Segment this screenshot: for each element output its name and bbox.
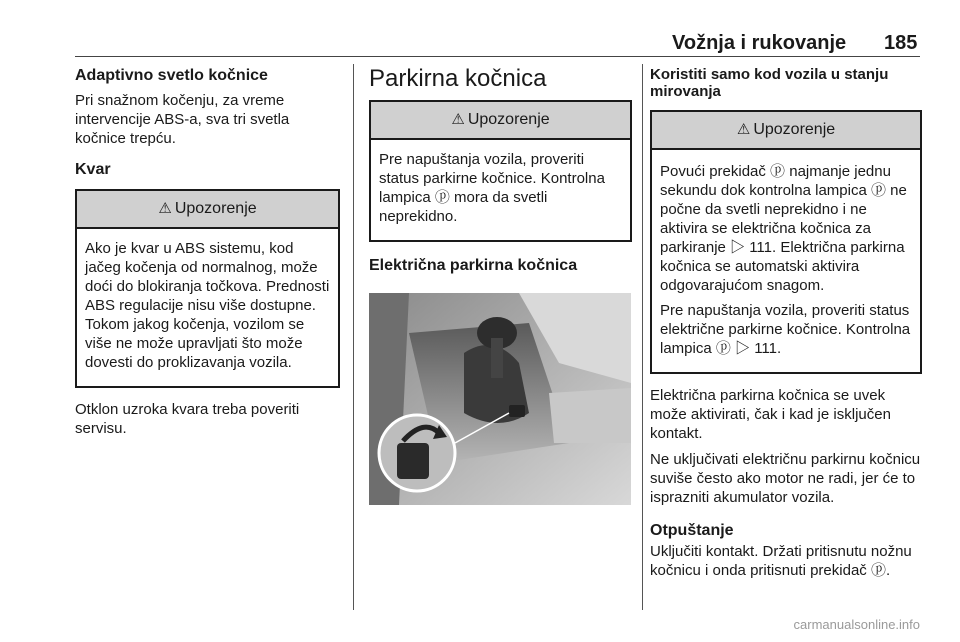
warning-box-electric [650, 110, 922, 374]
warning-header [371, 102, 630, 140]
heading-release: Otpuštanje [650, 522, 734, 539]
page-number: 185 [884, 32, 918, 54]
warning-title: Upozorenje [467, 111, 550, 128]
warning-triangle-icon: ⚠ [736, 121, 751, 138]
warning-header [652, 112, 920, 150]
warning-triangle-icon: ⚠ [158, 200, 172, 217]
warning-text-2: Pre napuštanja vozila, proveriti status električne parkirne kočnice. Kontrolna lampica ⓟ ▷ 111. [660, 302, 911, 357]
warning-box-abs [75, 189, 340, 388]
column-1 [75, 66, 340, 445]
header-rule [75, 56, 920, 57]
warning-text: Pre napuštanja vozila, proveriti status parkirne kočnice. Kontrolna lampica ⓟ mora da svetli neprekidno. [379, 151, 605, 225]
paragraph-no-frequent-use: Ne uključivati električnu parkirnu kočnicu suviše često ako motor ne radi, jer će to isprazniti akumulator vozila. [650, 451, 921, 506]
heading-only-stationary: Koristiti samo kod vozila u stanju mirovanja [650, 66, 889, 100]
running-header-title: Vožnja i rukovanje [672, 32, 847, 54]
paragraph-adaptive: Pri snažnom kočenju, za vreme intervencije ABS-a, sva tri svetla kočnice trepću. [75, 92, 290, 147]
column-divider-1 [353, 64, 354, 610]
heading-adaptive-brake-light: Adaptivno svetlo kočnice [75, 67, 268, 84]
warning-box-parking [369, 100, 632, 242]
heading-parking-brake: Parkirna kočnica [369, 65, 547, 92]
column-2 [369, 66, 632, 510]
warning-header [77, 191, 338, 229]
heading-electric-parking-brake: Električna parkirna kočnica [369, 257, 578, 274]
warning-text: Ako je kvar u ABS sistemu, kod jačeg kočenja od normalnog, može doći do blokiranja točkova. Prednosti ABS regulacije nisu više dostupne. Tokom jakog kočenja, vozilom se više ne može upravljati što može dovesti do proklizavanja vozila. [85, 240, 330, 371]
column-3 [650, 66, 922, 587]
warning-body [652, 150, 920, 372]
warning-title: Upozorenje [174, 200, 257, 217]
paragraph-release: Uključiti kontakt. Držati pritisnutu nožnu kočnicu i onda pritisnuti prekidač ⓟ. [650, 543, 912, 579]
parking-brake-switch-photo [369, 293, 631, 505]
warning-triangle-icon: ⚠ [451, 111, 465, 128]
column-divider-2 [642, 64, 643, 610]
heading-kvar: Kvar [75, 161, 111, 178]
warning-title: Upozorenje [753, 121, 836, 138]
paragraph-always: Električna parkirna kočnica se uvek može aktivirati, čak i kad je isključen kontakt. [650, 387, 891, 442]
warning-text-1: Povući prekidač ⓟ najmanje jednu sekundu dok kontrolna lampica ⓟ ne počne da svetli neprekidno i ne aktivira se električna kočnica za parkiranje ▷ 111. Električna parkirna kočnica se automatski aktivira odgovarajućom snagom. [660, 163, 907, 294]
warning-body [77, 229, 338, 386]
paragraph-service: Otklon uzroka kvara treba poveriti servisu. [75, 401, 300, 437]
warning-body [371, 140, 630, 240]
watermark-text: carmanualsonline.info [793, 617, 920, 632]
